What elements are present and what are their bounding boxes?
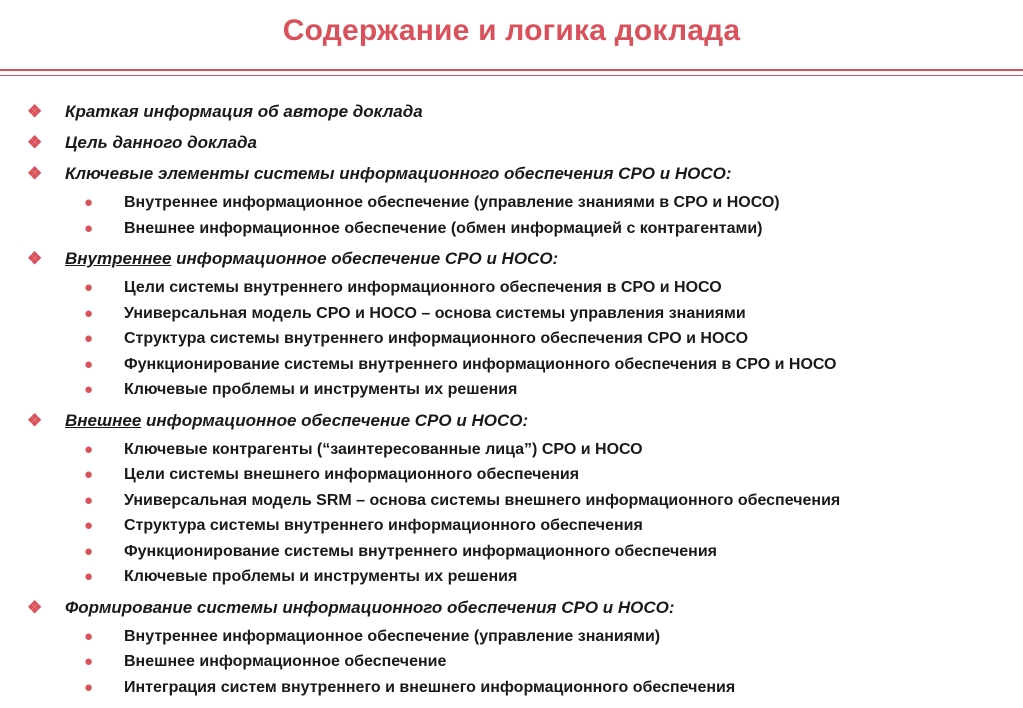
dot-bullet-icon: ● bbox=[84, 279, 94, 296]
dot-bullet-icon: ● bbox=[84, 568, 94, 585]
list-item-label: Структура системы внутреннего информационного обеспечения СРО и НОСО bbox=[124, 330, 749, 347]
dot-bullet-icon: ● bbox=[84, 194, 94, 211]
list-item-label: Функционирование системы внутреннего информационного обеспечения bbox=[124, 542, 717, 560]
list-item-label: Ключевые проблемы и инструменты их решения bbox=[124, 568, 518, 585]
dot-bullet-icon: ● bbox=[84, 542, 94, 560]
list-item-label: Внешнее информационное обеспечение bbox=[124, 653, 447, 670]
dot-bullet-icon: ● bbox=[84, 381, 94, 398]
list-item-label: Цели системы внешнего информационного обеспечения bbox=[124, 466, 580, 483]
list-item-label: Цели системы внутреннего информационного обеспечения в СРО и НОСО bbox=[124, 279, 722, 296]
dot-bullet-icon: ● bbox=[84, 330, 94, 347]
list-item-label: Внутреннее информационное обеспечение (управление знаниями в СРО и НОСО) bbox=[124, 194, 780, 211]
section-external bbox=[0, 407, 1023, 438]
title-divider-thin bbox=[0, 75, 1023, 76]
list-item bbox=[0, 676, 1023, 702]
section-internal bbox=[0, 245, 1023, 276]
dot-bullet-icon: ● bbox=[84, 355, 94, 373]
list-item bbox=[0, 650, 1023, 676]
dot-bullet-icon: ● bbox=[84, 678, 94, 696]
section-label-underlined: Внешнее bbox=[65, 410, 142, 430]
section-label: Формирование системы информационного обеспечения СРО и НОСО: bbox=[65, 597, 675, 617]
section-key-elements bbox=[0, 160, 1023, 191]
title-divider-thick bbox=[0, 69, 1023, 71]
list-item-label: Внешнее информационное обеспечение (обмен информацией с контрагентами) bbox=[124, 219, 763, 237]
list-item-label: Внутреннее информационное обеспечение (управление знаниями) bbox=[124, 627, 661, 645]
section-label-underlined: Внутреннее bbox=[65, 249, 172, 268]
dot-bullet-icon: ● bbox=[84, 627, 94, 645]
diamond-bullet-icon: ❖ bbox=[27, 164, 43, 183]
section-label: информационное обеспечение СРО и НОСО: bbox=[171, 249, 559, 268]
list-item bbox=[0, 353, 1023, 379]
dot-bullet-icon: ● bbox=[84, 440, 94, 458]
list-item-label: Ключевые контрагенты (“заинтересованные лица”) СРО и НОСО bbox=[124, 440, 643, 458]
list-item bbox=[0, 489, 1023, 515]
outline bbox=[0, 98, 1023, 701]
list-item bbox=[0, 565, 1023, 591]
section-label: информационное обеспечение СРО и НОСО: bbox=[141, 410, 529, 430]
section-author bbox=[0, 98, 1023, 129]
list-item-label: Интеграция систем внутреннего и внешнего информационного обеспечения bbox=[124, 678, 736, 696]
diamond-bullet-icon: ❖ bbox=[27, 410, 43, 430]
list-item bbox=[0, 378, 1023, 404]
list-item bbox=[0, 625, 1023, 651]
list-item bbox=[0, 438, 1023, 464]
section-label: Цель данного доклада bbox=[65, 133, 258, 152]
list-item-label: Универсальная модель SRM – основа системы внешнего информационного обеспечения bbox=[124, 491, 841, 509]
list-item bbox=[0, 302, 1023, 328]
dot-bullet-icon: ● bbox=[84, 517, 94, 534]
dot-bullet-icon: ● bbox=[84, 219, 94, 237]
dot-bullet-icon: ● bbox=[84, 304, 94, 322]
list-item bbox=[0, 463, 1023, 489]
list-item bbox=[0, 540, 1023, 566]
list-item-label: Функционирование системы внутреннего информационного обеспечения в СРО и НОСО bbox=[124, 355, 837, 373]
diamond-bullet-icon: ❖ bbox=[27, 102, 43, 121]
dot-bullet-icon: ● bbox=[84, 491, 94, 509]
list-item bbox=[0, 217, 1023, 243]
diamond-bullet-icon: ❖ bbox=[27, 249, 43, 268]
list-item bbox=[0, 514, 1023, 540]
diamond-bullet-icon: ❖ bbox=[27, 597, 43, 617]
list-item bbox=[0, 327, 1023, 353]
list-item bbox=[0, 276, 1023, 302]
dot-bullet-icon: ● bbox=[84, 466, 94, 483]
section-label: Краткая информация об авторе доклада bbox=[65, 102, 423, 121]
dot-bullet-icon: ● bbox=[84, 653, 94, 670]
list-item-label: Универсальная модель СРО и НОСО – основа системы управления знаниями bbox=[124, 304, 746, 322]
diamond-bullet-icon: ❖ bbox=[27, 133, 43, 152]
list-item-label: Структура системы внутреннего информационного обеспечения bbox=[124, 517, 643, 534]
section-goal bbox=[0, 129, 1023, 160]
page-title: Содержание и логика доклада bbox=[282, 14, 741, 47]
list-item bbox=[0, 191, 1023, 217]
list-item-label: Ключевые проблемы и инструменты их решения bbox=[124, 381, 518, 398]
section-label: Ключевые элементы системы информационного обеспечения СРО и НОСО: bbox=[65, 164, 732, 183]
section-formation bbox=[0, 594, 1023, 625]
